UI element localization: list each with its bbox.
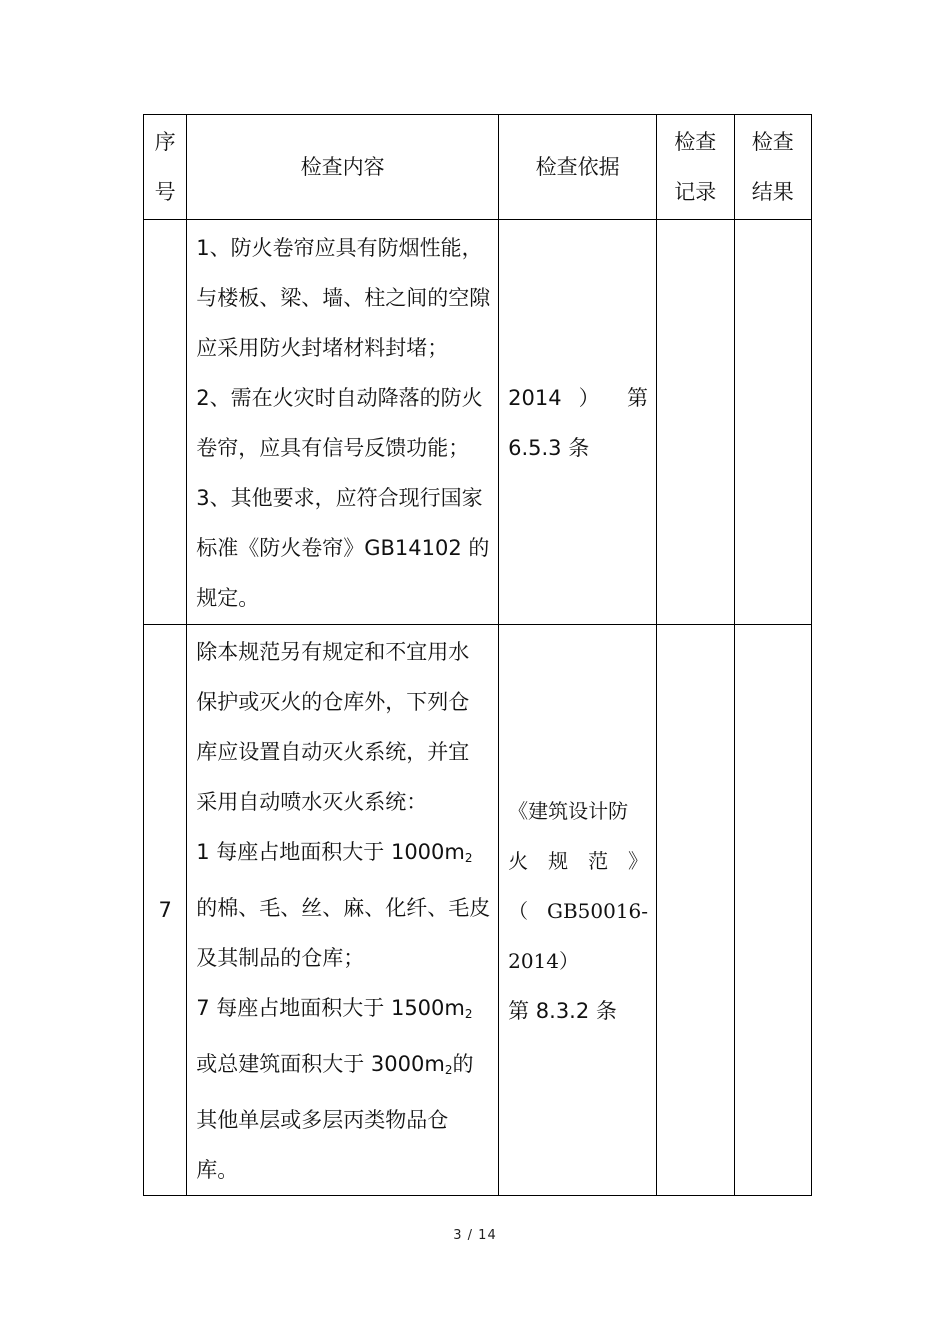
- header-record: [657, 115, 734, 220]
- content-line-with-unit: [196, 827, 490, 883]
- basis-cell: [499, 220, 657, 625]
- header-result-line1: 检查: [751, 130, 794, 154]
- content-line: 3、其他要求，应符合现行国家: [196, 486, 483, 510]
- basis-line: 火 规 范 》: [508, 849, 649, 873]
- content-text: 或总建筑面积大于 3000m: [196, 1052, 445, 1076]
- basis-line: 2014）: [508, 949, 580, 973]
- content-line-with-unit: [196, 983, 490, 1039]
- content-line: 及其制品的仓库；: [196, 946, 365, 970]
- content-line-with-unit: [196, 1039, 490, 1095]
- content-line: 其他单层或多层丙类物品仓: [196, 1108, 449, 1132]
- basis-line: 6.5.3 条: [508, 436, 590, 460]
- result-cell: [734, 625, 812, 1196]
- table-row: [144, 220, 812, 625]
- record-cell: [657, 625, 734, 1196]
- content-text-suffix: 的: [452, 1052, 474, 1076]
- header-no: [144, 115, 187, 220]
- header-result: [734, 115, 812, 220]
- content-line: 的棉、毛、丝、麻、化纤、毛皮: [196, 896, 491, 920]
- page-number: 3 / 14: [453, 1228, 497, 1243]
- table-header-row: [144, 115, 812, 220]
- content-text: 7 每座占地面积大于 1500m: [196, 996, 465, 1020]
- content-line: 卷帘，应具有信号反馈功能；: [196, 436, 470, 460]
- area-unit-subscript: 2: [464, 1007, 473, 1021]
- basis-line: 2014 ） 第: [508, 386, 649, 410]
- basis-line: 第 8.3.2 条: [508, 999, 617, 1023]
- content-cell: [187, 220, 499, 625]
- header-no-line1: 序: [154, 130, 176, 154]
- basis-cell: [499, 625, 657, 1196]
- result-cell: [734, 220, 812, 625]
- table-row: [144, 625, 812, 1196]
- content-line: 采用自动喷水灭火系统：: [196, 790, 428, 814]
- content-text: 1 每座占地面积大于 1000m: [196, 840, 465, 864]
- content-line: 应采用防火封堵材料封堵；: [196, 336, 449, 360]
- area-unit-subscript: 2: [444, 1063, 453, 1077]
- row-number-cell: [144, 220, 187, 625]
- header-content: 检查内容: [187, 115, 499, 220]
- content-line: 2、需在火灾时自动降落的防火: [196, 386, 483, 410]
- row-number-cell: 7: [144, 625, 187, 1196]
- header-no-line2: 号: [154, 180, 176, 204]
- content-line: 规定。: [196, 586, 260, 610]
- content-line: 标准《防火卷帘》GB14102 的: [196, 536, 490, 560]
- basis-line: （ GB50016-: [508, 899, 649, 923]
- content-line: 库应设置自动灭火系统，并宜: [196, 740, 470, 764]
- content-cell: [187, 625, 499, 1196]
- content-line: 除本规范另有规定和不宜用水: [196, 640, 470, 664]
- header-basis: 检查依据: [499, 115, 657, 220]
- header-record-line1: 检查: [674, 130, 717, 154]
- content-line: 库。: [196, 1158, 239, 1182]
- header-result-line2: 结果: [751, 180, 794, 204]
- header-record-line2: 记录: [674, 180, 717, 204]
- inspection-table: [143, 114, 812, 1196]
- area-unit-subscript: 2: [464, 851, 473, 865]
- content-line: 1、防火卷帘应具有防烟性能，: [196, 236, 483, 260]
- record-cell: [657, 220, 734, 625]
- content-line: 与楼板、梁、墙、柱之间的空隙: [196, 286, 491, 310]
- basis-line: 《建筑设计防: [508, 799, 629, 823]
- content-line: 保护或灭火的仓库外，下列仓: [196, 690, 470, 714]
